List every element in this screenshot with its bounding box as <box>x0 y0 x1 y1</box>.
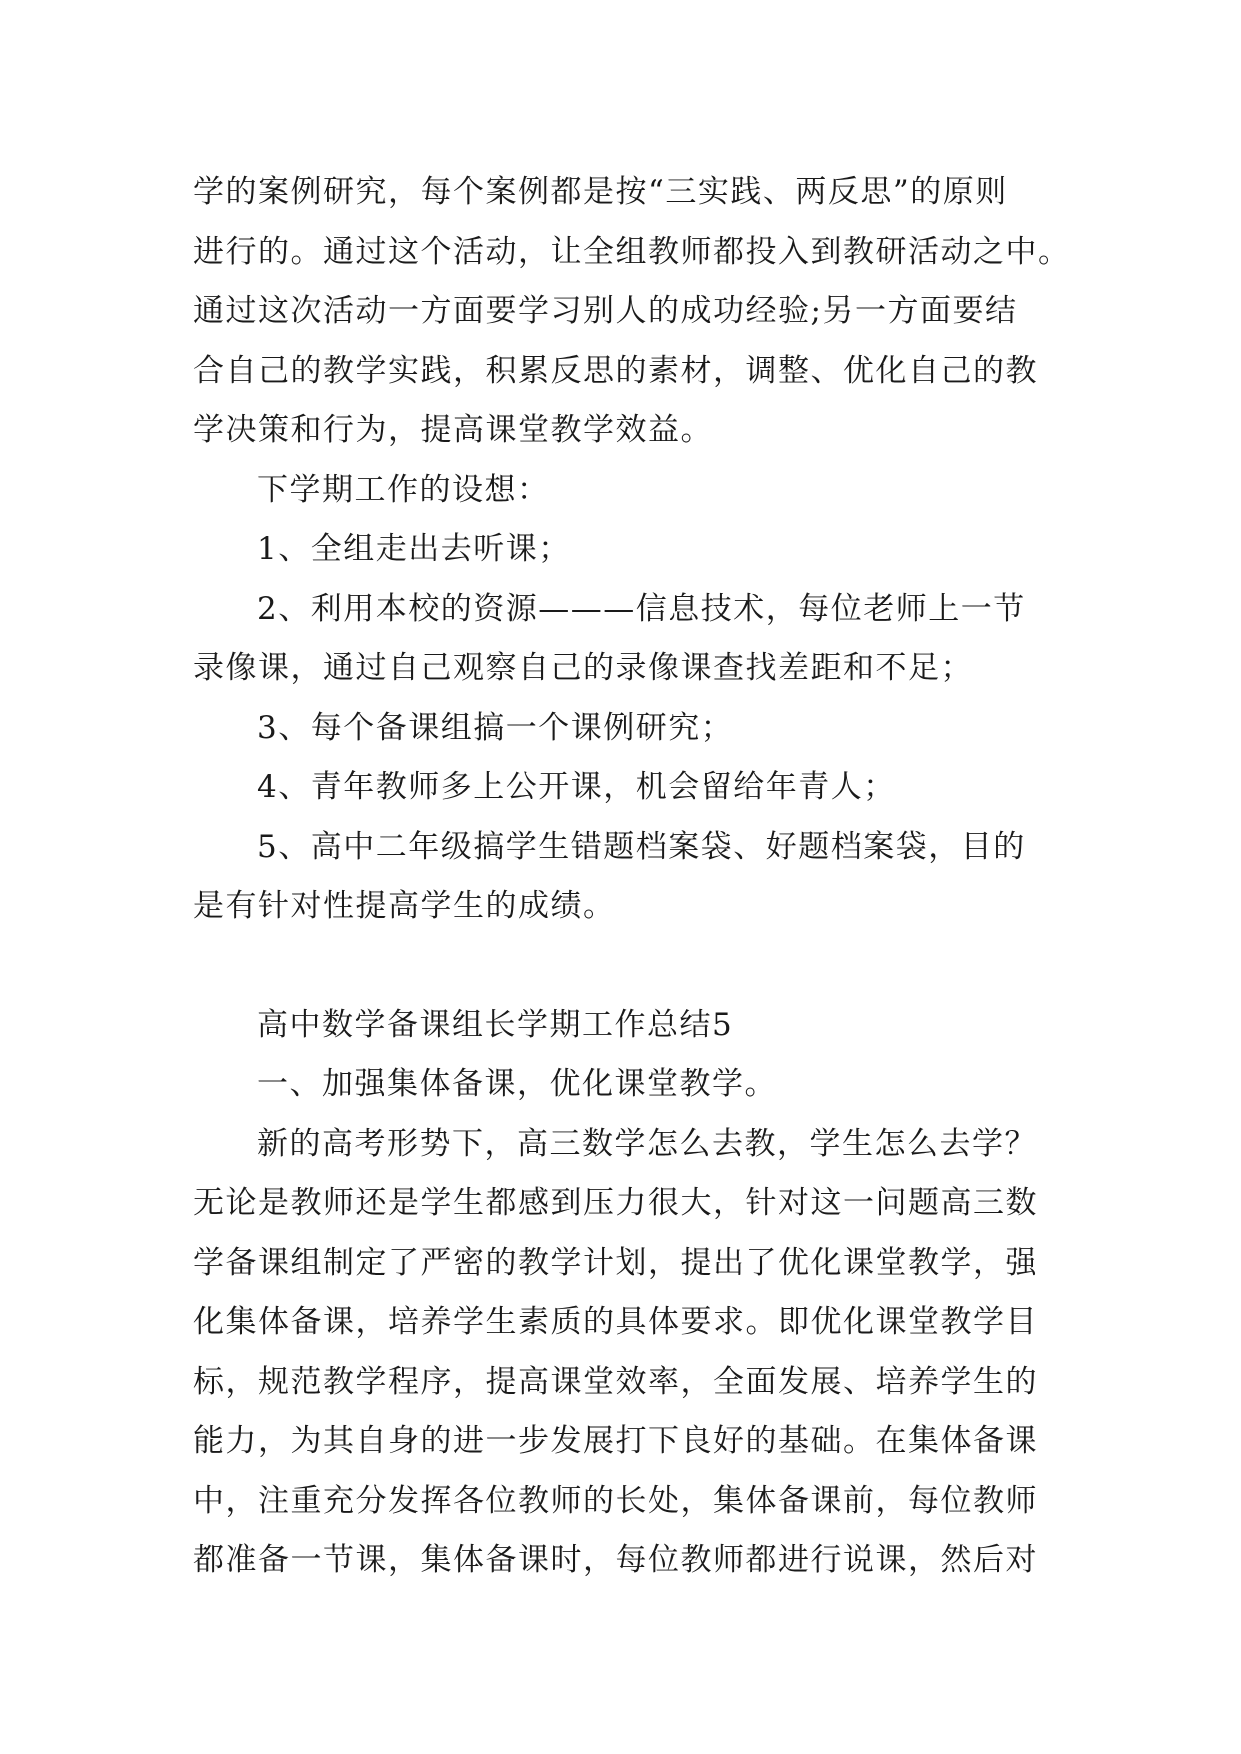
paragraph-gap <box>193 937 1073 996</box>
text-line: 中，注重充分发挥各位教师的长处，集体备课前，每位教师 <box>193 1482 1038 1519</box>
text-line: 学决策和行为，提高课堂教学效益。 <box>193 412 713 448</box>
paragraph-start: 新的高考形势下，高三数学怎么去教，学生怎么去学？ <box>257 1125 1037 1162</box>
text-line: 是有针对性提高学生的成绩。 <box>193 888 616 924</box>
text-line: 都准备一节课，集体备课时，每位教师都进行说课，然后对 <box>193 1542 1038 1578</box>
text-line: 能力，为其自身的进一步发展打下良好的基础。在集体备课 <box>193 1423 1038 1459</box>
text-line: 合自己的教学实践，积累反思的素材，调整、优化自己的教 <box>193 352 1038 389</box>
list-item: 5、高中二年级搞学生错题档案袋、好题档案袋，目的 <box>257 828 1026 865</box>
text-line: 化集体备课，培养学生素质的具体要求。即优化课堂教学目 <box>193 1304 1038 1340</box>
list-item: 3、每个备课组搞一个课例研究； <box>257 709 734 746</box>
text-line: 通过这次活动一方面要学习别人的成功经验;另一方面要结 <box>193 293 1018 329</box>
text-line: 无论是教师还是学生都感到压力很大，针对这一问题高三数 <box>193 1185 1038 1221</box>
list-item: 2、利用本校的资源———信息技术，每位老师上一节 <box>257 590 1026 627</box>
document-body <box>193 163 1073 1591</box>
section-heading: 一、加强集体备课，优化课堂教学。 <box>257 1066 777 1102</box>
list-item: 1、全组走出去听课； <box>257 531 571 567</box>
text-line: 进行的。通过这个活动，让全组教师都投入到教研活动之中。 <box>193 233 1071 270</box>
section-heading: 下学期工作的设想： <box>257 471 550 508</box>
list-item: 4、青年教师多上公开课，机会留给年青人； <box>257 769 896 805</box>
document-title: 高中数学备课组长学期工作总结5 <box>257 1006 734 1043</box>
text-line: 标，规范教学程序，提高课堂效率，全面发展、培养学生的 <box>193 1363 1038 1400</box>
text-line: 学的案例研究，每个案例都是按“三实践、两反思”的原则 <box>193 174 1008 210</box>
text-line: 学备课组制定了严密的教学计划，提出了优化课堂教学，强 <box>193 1244 1038 1281</box>
text-line: 录像课，通过自己观察自己的录像课查找差距和不足； <box>193 650 973 686</box>
